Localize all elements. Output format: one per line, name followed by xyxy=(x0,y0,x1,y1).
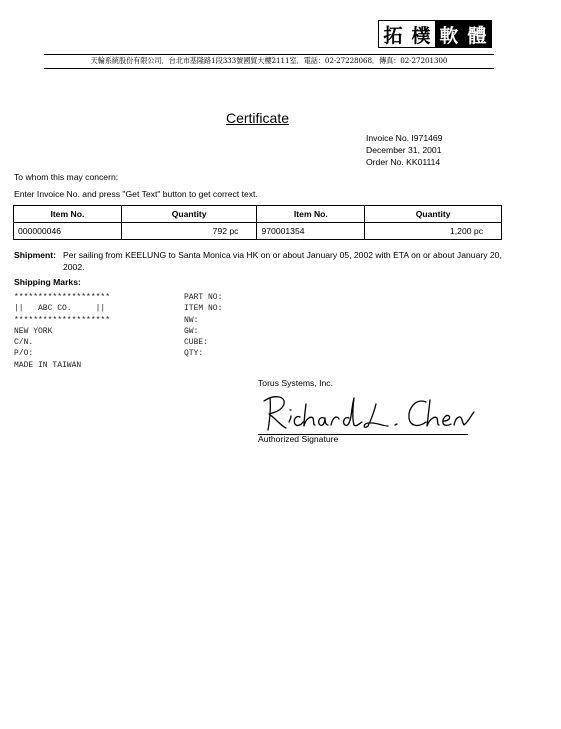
marks-line: C/N. xyxy=(14,338,34,348)
marks-line: QTY: xyxy=(184,349,204,359)
logo-char: 體 xyxy=(463,21,491,47)
shipment-label: Shipment: xyxy=(14,250,57,260)
greeting-text: To whom this may concern: xyxy=(14,172,119,182)
company-logo xyxy=(378,20,492,48)
column-header-item-no: Item No. xyxy=(14,206,122,223)
invoice-date: December 31, 2001 xyxy=(366,145,442,155)
logo-char: 拓 xyxy=(379,21,407,47)
marks-line: ******************** xyxy=(14,293,111,302)
column-header-quantity: Quantity xyxy=(121,206,257,223)
cell-quantity: 792 pc xyxy=(121,223,257,240)
instruction-text: Enter Invoice No. and press "Get Text" button to get correct text. xyxy=(14,189,258,199)
column-header-item-no: Item No. xyxy=(257,206,365,223)
marks-line: P/O: xyxy=(14,349,34,359)
authorized-signature-label: Authorized Signature xyxy=(258,434,339,444)
cell-item-no: 970001354 xyxy=(257,223,365,240)
column-header-quantity: Quantity xyxy=(365,206,502,223)
marks-line: NEW YORK xyxy=(14,326,53,336)
marks-line: ******************** xyxy=(14,315,111,325)
logo-char: 樸 xyxy=(407,21,435,47)
document-title: Certificate xyxy=(225,110,290,126)
marks-line: MADE IN TAIWAN xyxy=(14,360,82,370)
marks-line: NW: xyxy=(184,315,199,325)
header-rule-top xyxy=(44,54,494,55)
cell-quantity: 1,200 pc xyxy=(365,223,502,240)
table-row xyxy=(14,223,502,240)
shipping-marks-right xyxy=(184,292,222,360)
marks-line: || ABC CO. || xyxy=(14,304,106,314)
invoice-number: Invoice No. I971469 xyxy=(366,133,443,143)
order-number: Order No. KK01114 xyxy=(366,157,441,167)
items-table xyxy=(13,205,502,240)
marks-line: GW: xyxy=(184,326,199,336)
marks-line: PART NO: xyxy=(184,293,223,302)
marks-line: ITEM NO: xyxy=(184,304,223,314)
shipping-marks-label: Shipping Marks: xyxy=(14,277,81,287)
header-rule-bottom xyxy=(44,68,494,69)
invoice-info-block xyxy=(366,132,442,168)
shipment-text: Per sailing from KEELUNG to Santa Monica via HK on or about January 05, 2002 with ETA on or about January 20, 2002. xyxy=(63,250,502,272)
handwritten-signature xyxy=(258,392,478,434)
table-header-row xyxy=(14,206,502,223)
shipping-marks-left xyxy=(14,292,110,371)
cell-item-no: 000000046 xyxy=(14,223,122,240)
signing-company: Torus Systems, Inc. xyxy=(258,378,333,388)
logo-char: 軟 xyxy=(435,21,463,47)
company-address-line: 天輪系統股份有限公司．台北市基隆路1段333號國貿大樓2111室．電話：02-27228068．傳真：02-27201300 xyxy=(90,56,448,65)
marks-line: CUBE: xyxy=(184,338,209,348)
